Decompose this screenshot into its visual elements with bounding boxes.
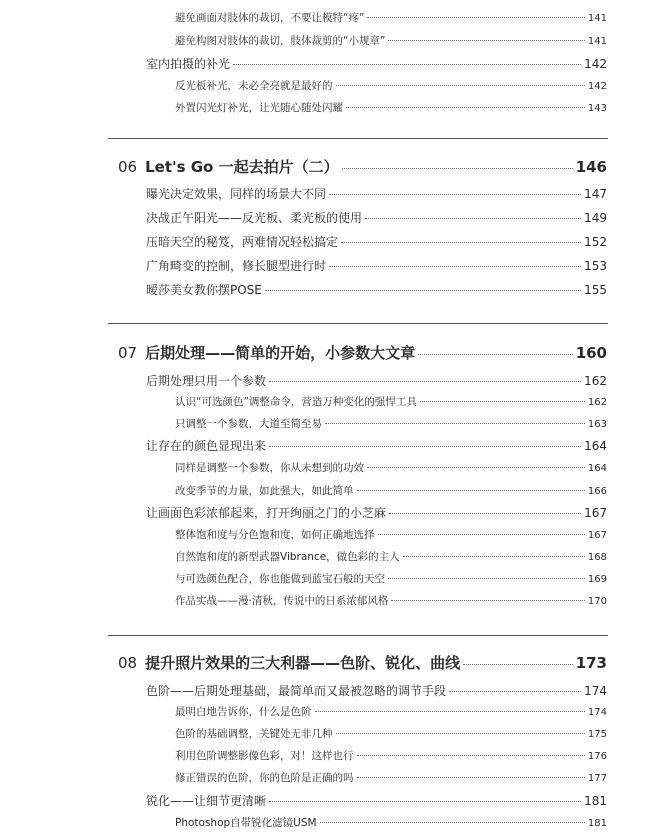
section-page: 155 xyxy=(584,283,607,297)
dot-leader xyxy=(357,490,585,491)
toc-section xyxy=(146,372,607,389)
chapter-title: 提升照片效果的三大利器——色阶、锐化、曲线 xyxy=(145,654,461,672)
entry-page: 170 xyxy=(587,596,607,607)
entry-title: 认识“可选颜色”调整命令，营造万种变化的强悍工具 xyxy=(175,396,417,408)
entry-title: 色阶的基础调整，关键处无非几种 xyxy=(175,728,333,740)
toc-section xyxy=(146,281,607,298)
toc-entry xyxy=(175,416,607,431)
dot-leader xyxy=(389,513,581,514)
dot-leader xyxy=(269,801,581,802)
dot-leader xyxy=(336,733,585,734)
dot-leader xyxy=(388,40,585,41)
dot-leader xyxy=(233,64,581,65)
toc-section xyxy=(146,682,607,699)
entry-title: 与可选颜色配合，你也能做到蓝宝石般的天空 xyxy=(175,573,385,585)
entry-page: 162 xyxy=(587,397,607,408)
toc-section xyxy=(146,209,607,226)
entry-title: 自然饱和度的新型武器Vibrance，做色彩的主人 xyxy=(175,551,400,563)
toc-section xyxy=(146,792,607,809)
dot-leader xyxy=(367,17,585,18)
chapter-title: 后期处理——简单的开始，小参数大文章 xyxy=(145,344,416,362)
toc-section xyxy=(146,257,607,274)
entry-title: 避免构图对肢体的裁切，肢体裁剪的“小规章” xyxy=(175,35,386,47)
section-title: 让存在的颜色显现出来 xyxy=(146,439,267,453)
entry-title: 修正错误的色阶，你的色阶是正确的吗 xyxy=(175,772,354,784)
entry-title: 外置闪光灯补光，让光随心随处闪耀 xyxy=(175,102,343,114)
toc-entry xyxy=(175,593,607,608)
chapter-heading xyxy=(118,156,607,177)
section-page: 147 xyxy=(584,187,607,201)
entry-page: 181 xyxy=(587,818,607,829)
toc-entry xyxy=(175,549,607,564)
entry-title: Photoshop自带锐化滤镜USM xyxy=(175,817,317,829)
entry-page: 174 xyxy=(587,707,607,718)
section-page: 142 xyxy=(584,57,607,71)
section-page: 167 xyxy=(584,506,607,520)
dot-leader xyxy=(391,600,585,601)
section-page: 181 xyxy=(584,794,607,808)
entry-title: 避免画面对肢体的裁切，不要让模特“疼” xyxy=(175,12,365,24)
dot-leader xyxy=(342,168,573,169)
entry-page: 175 xyxy=(587,729,607,740)
entry-page: 163 xyxy=(587,419,607,430)
entry-page: 142 xyxy=(587,81,607,92)
dot-leader xyxy=(320,822,585,823)
toc-entry xyxy=(175,10,607,25)
entry-title: 反光板补光，未必全亮就是最好的 xyxy=(175,80,333,92)
dot-leader xyxy=(269,446,581,447)
entry-title: 最明白地告诉你，什么是色阶 xyxy=(175,706,312,718)
chapter-page: 173 xyxy=(575,654,607,672)
entry-title: 改变季节的力量，如此强大，如此简单 xyxy=(175,485,354,497)
chapter-title: Let's Go 一起去拍片（二） xyxy=(145,158,339,176)
entry-title: 同样是调整一个参数，你从未想到的功效 xyxy=(175,462,364,474)
entry-title: 只调整一个参数，大道至简至易 xyxy=(175,418,322,430)
dot-leader xyxy=(418,354,573,355)
dot-leader xyxy=(357,755,585,756)
section-page: 162 xyxy=(584,374,607,388)
dot-leader xyxy=(367,467,585,468)
chapter-page: 146 xyxy=(575,158,607,176)
toc-entry xyxy=(175,815,607,830)
entry-page: 164 xyxy=(587,463,607,474)
dot-leader xyxy=(449,691,581,692)
toc-section xyxy=(146,55,607,72)
toc-entry xyxy=(175,483,607,498)
chapter-divider xyxy=(108,138,608,139)
dot-leader xyxy=(341,242,581,243)
section-title: 曝光决定效果，同样的场景大不同 xyxy=(146,187,327,201)
entry-title: 利用色阶调整影像色彩，对！这样也行 xyxy=(175,750,354,762)
section-page: 153 xyxy=(584,259,607,273)
section-title: 室内拍摄的补光 xyxy=(146,57,231,71)
chapter-number: 08 xyxy=(118,654,138,672)
entry-page: 166 xyxy=(587,486,607,497)
dot-leader xyxy=(336,85,585,86)
toc-entry xyxy=(175,748,607,763)
entry-title: 整体饱和度与分色饱和度，如何正确地选择 xyxy=(175,529,375,541)
dot-leader xyxy=(265,290,581,291)
toc-entry xyxy=(175,33,607,48)
entry-page: 177 xyxy=(587,773,607,784)
toc-entry xyxy=(175,394,607,409)
section-page: 152 xyxy=(584,235,607,249)
chapter-number: 06 xyxy=(118,158,138,176)
dot-leader xyxy=(346,107,585,108)
toc-entry xyxy=(175,704,607,719)
toc-entry xyxy=(175,726,607,741)
toc-entry xyxy=(175,527,607,542)
dot-leader xyxy=(403,556,585,557)
entry-page: 141 xyxy=(587,36,607,47)
section-page: 164 xyxy=(584,439,607,453)
entry-page: 168 xyxy=(587,552,607,563)
section-title: 后期处理只用一个参数 xyxy=(146,374,267,388)
toc-entry xyxy=(175,460,607,475)
toc-entry xyxy=(175,78,607,93)
dot-leader xyxy=(365,218,581,219)
dot-leader xyxy=(329,194,581,195)
dot-leader xyxy=(325,423,585,424)
entry-page: 176 xyxy=(587,751,607,762)
section-title: 暧莎美女教你摆POSE xyxy=(146,283,262,297)
toc-section xyxy=(146,233,607,250)
toc-section xyxy=(146,504,607,521)
dot-leader xyxy=(420,401,585,402)
section-title: 广角畸变的控制，修长腿型进行时 xyxy=(146,259,327,273)
chapter-heading xyxy=(118,342,607,363)
toc-entry xyxy=(175,100,607,115)
entry-title: 作品实战——漫·清秋，传说中的日系浓郁风格 xyxy=(175,595,389,607)
dot-leader xyxy=(463,664,573,665)
chapter-heading xyxy=(118,652,607,673)
entry-page: 143 xyxy=(587,103,607,114)
dot-leader xyxy=(315,711,585,712)
toc-entry xyxy=(175,770,607,785)
toc-section xyxy=(146,437,607,454)
section-title: 决战正午阳光——反光板、柔光板的使用 xyxy=(146,211,363,225)
dot-leader xyxy=(269,381,581,382)
dot-leader xyxy=(357,777,585,778)
dot-leader xyxy=(378,534,585,535)
dot-leader xyxy=(388,578,585,579)
section-title: 锐化——让细节更清晰 xyxy=(146,794,267,808)
chapter-page: 160 xyxy=(575,344,607,362)
toc-entry xyxy=(175,571,607,586)
entry-page: 169 xyxy=(587,574,607,585)
dot-leader xyxy=(329,266,581,267)
chapter-divider xyxy=(108,635,608,636)
entry-page: 167 xyxy=(587,530,607,541)
section-page: 149 xyxy=(584,211,607,225)
section-page: 174 xyxy=(584,684,607,698)
chapter-number: 07 xyxy=(118,344,138,362)
entry-page: 141 xyxy=(587,13,607,24)
section-title: 色阶——后期处理基础，最简单而又最被忽略的调节手段 xyxy=(146,684,447,698)
toc-section xyxy=(146,185,607,202)
section-title: 让画面色彩浓郁起来，打开绚丽之门的小芝麻 xyxy=(146,506,387,520)
chapter-divider xyxy=(108,323,608,324)
section-title: 压暗天空的秘笈，两难情况轻松搞定 xyxy=(146,235,339,249)
